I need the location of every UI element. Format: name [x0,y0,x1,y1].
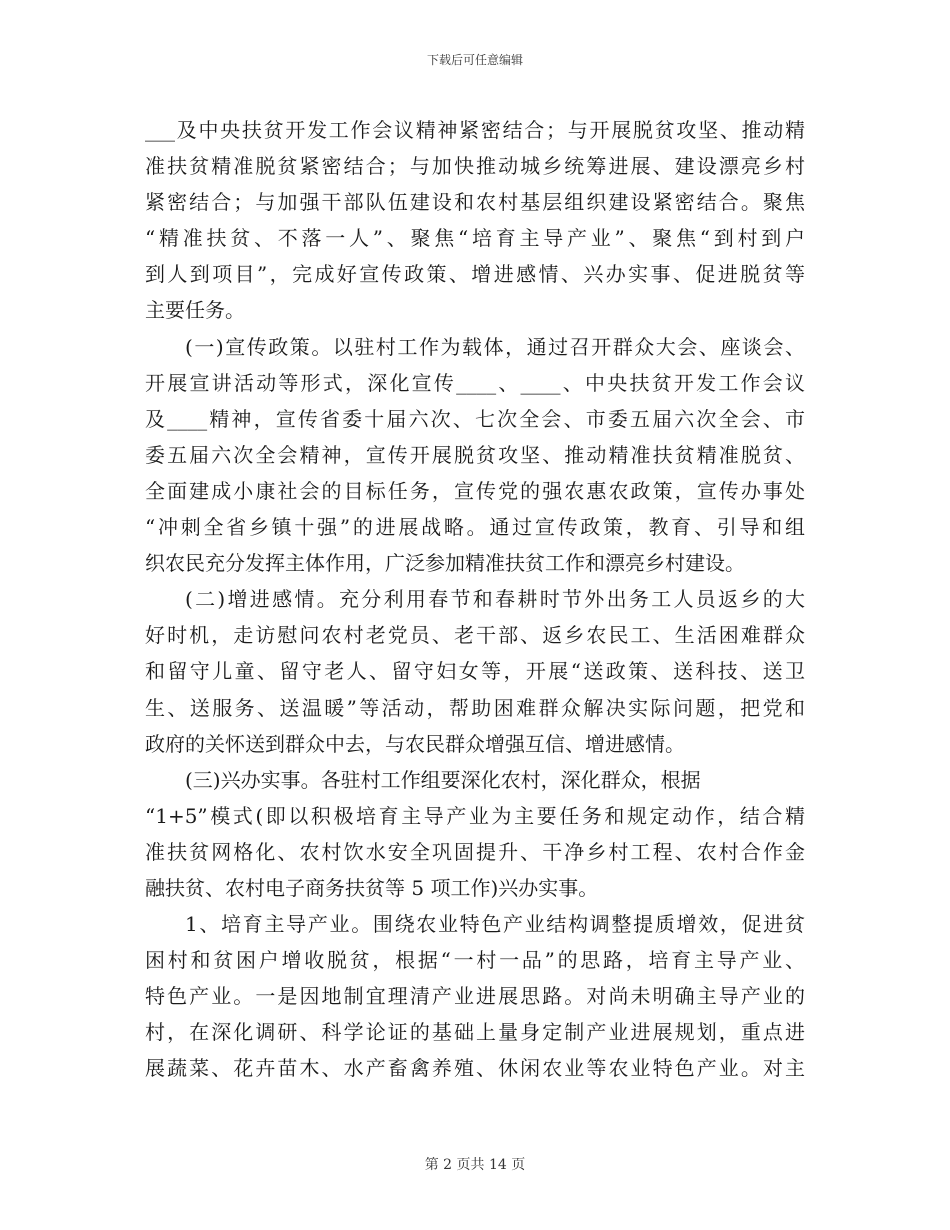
text-line: 好时机，走访慰问农村老党员、老干部、返乡农民工、生活困难群众 [145,623,805,648]
text-line: (二)增进感情。充分利用春节和春耕时节外出务工人员返乡的大 [185,587,805,612]
text-line: “精准扶贫、不落一人”、聚焦“培育主导产业”、聚焦“到村到户 [145,226,805,251]
text-line: 主要任务。 [145,298,245,323]
text-line: 村，在深化调研、科学论证的基础上量身定制产业进展规划，重点进 [145,1020,805,1045]
text-line: 困村和贫困户增收脱贫，根据“一村一品”的思路，培育主导产业、 [145,948,805,973]
text-line: 和留守儿童、留守老人、留守妇女等，开展“送政策、送科技、送卫 [145,659,805,684]
text-line: 全面建成小康社会的目标任务，宣传党的强农惠农政策，宣传办事处 [145,478,805,503]
text-line: 融扶贫、农村电子商务扶贫等 5 项工作)兴办实事。 [145,875,599,900]
text-line: 委五届六次全会精神，宣传开展脱贫攻坚、推动精准扶贫精准脱贫、 [145,442,805,467]
text-line: 织农民充分发挥主体作用，广泛参加精准扶贫工作和漂亮乡村建设。 [145,551,745,576]
text-line: 特色产业。一是因地制宜理清产业进展思路。对尚未明确主导产业的 [145,984,805,1009]
text-line: 1、培育主导产业。围绕农业特色产业结构调整提质增效，促进贫 [185,912,805,937]
text-line: 开展宣讲活动等形式，深化宣传____、____、中央扶贫开发工作会议 [145,370,805,395]
text-line: 准扶贫精准脱贫紧密结合；与加快推动城乡统筹进展、建设漂亮乡村 [145,154,805,179]
text-line: “冲刺全省乡镇十强”的进展战略。通过宣传政策，教育、引导和组 [145,515,805,540]
text-line: 及____精神，宣传省委十届六次、七次全会、市委五届六次全会、市 [145,406,805,431]
document-body [145,112,805,1087]
text-line: “1+5”模式(即以积极培育主导产业为主要任务和规定动作，结合精 [145,803,805,828]
text-line: 准扶贫网格化、农村饮水安全巩固提升、干净乡村工程、农村合作金 [145,839,805,864]
text-line: 政府的关怀送到群众中去，与农民群众增强互信、增进感情。 [145,731,685,756]
page-footer: 第 2 页共 14 页 [424,1157,526,1173]
page-header: 下载后可任意编辑 [426,53,523,67]
text-line: 紧密结合；与加强干部队伍建设和农村基层组织建设紧密结合。聚焦 [145,190,805,215]
text-line: 生、送服务、送温暖”等活动，帮助困难群众解决实际问题，把党和 [145,695,805,720]
text-line: (三)兴办实事。各驻村工作组要深化农村，深化群众，根据 [185,767,701,792]
text-line: ___及中央扶贫开发工作会议精神紧密结合；与开展脱贫攻坚、推动精 [145,118,805,142]
text-line: 到人到项目”，完成好宣传政策、增进感情、兴办实事、促进脱贫等 [145,262,805,287]
text-line: 展蔬菜、花卉苗木、水产畜禽养殖、休闲农业等农业特色产业。对主 [145,1056,805,1081]
text-line: (一)宣传政策。以驻村工作为载体，通过召开群众大会、座谈会、 [185,334,805,359]
